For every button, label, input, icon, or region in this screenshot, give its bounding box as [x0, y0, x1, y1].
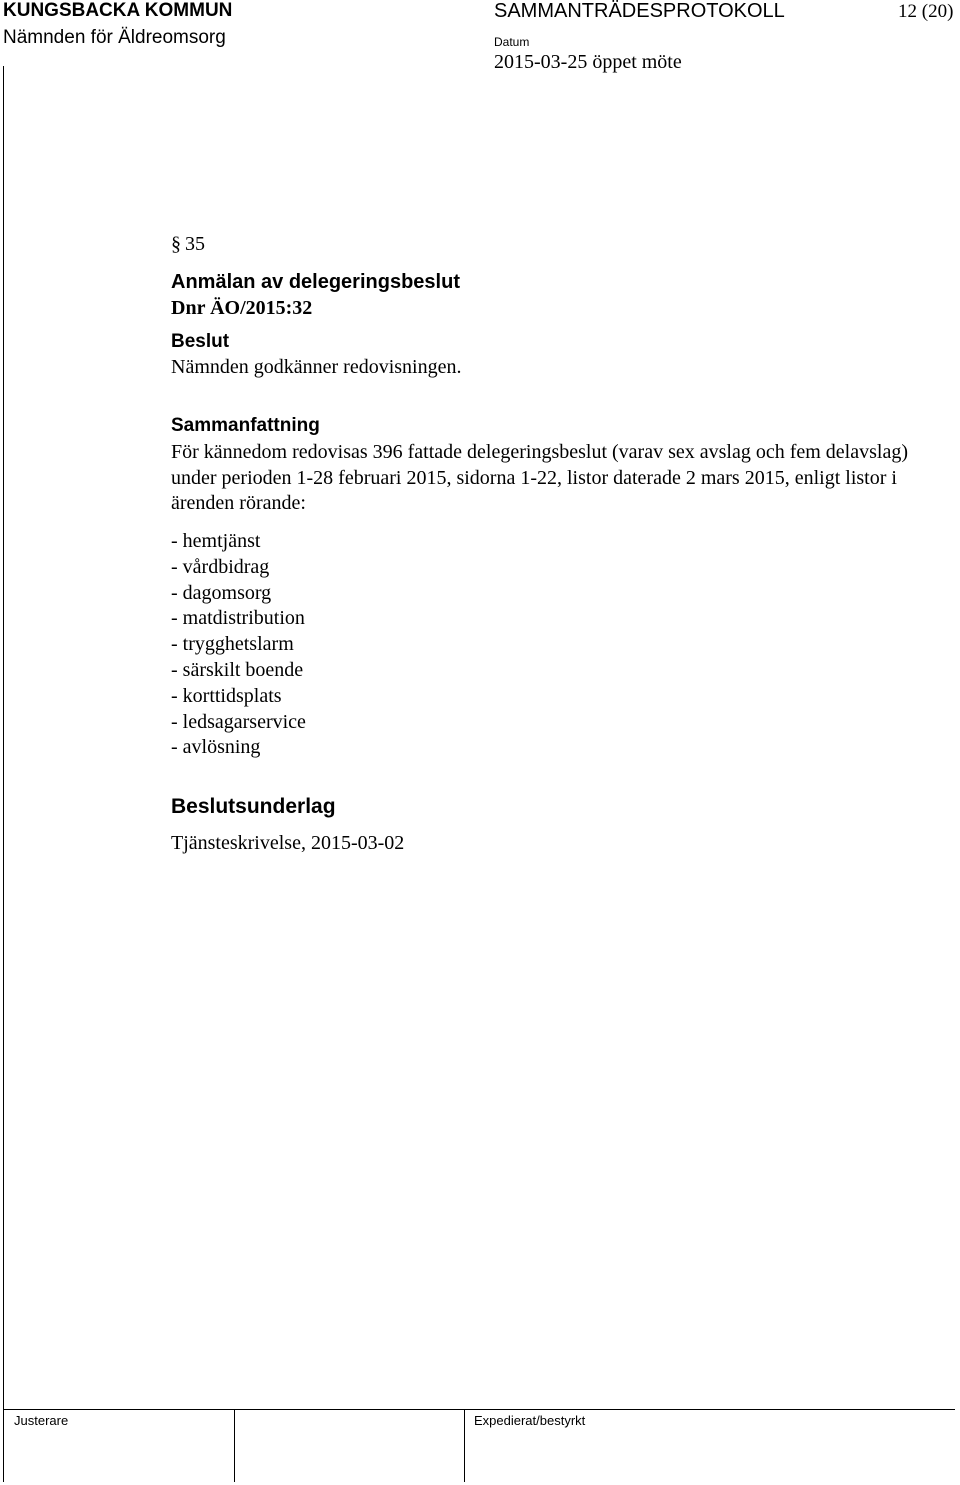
signature-footer [3, 1409, 955, 1482]
left-margin-rule [3, 66, 4, 1481]
footer-divider [234, 1410, 235, 1482]
list-item: - avlösning [171, 736, 261, 759]
decision-heading: Beslut [171, 331, 230, 352]
list-item: - hemtjänst [171, 530, 261, 552]
meeting-date: 2015-03-25 öppet möte [494, 51, 682, 73]
decision-areas-list [171, 529, 306, 761]
list-item: - särskilt boende [171, 658, 304, 681]
decision-text: Nämnden godkänner redovisningen. [171, 356, 462, 378]
list-item: - vårdbidrag [171, 555, 270, 578]
paragraph-number [171, 233, 205, 256]
basis-heading: Beslutsunderlag [171, 795, 336, 818]
item-title: Anmälan av delegeringsbeslut [171, 271, 460, 293]
list-item: - trygghetslarm [171, 633, 294, 656]
summary-heading: Sammanfattning [171, 415, 320, 436]
footer-divider [464, 1410, 465, 1482]
summary-text: För kännedom redovisas 396 fattade delegeringsbeslut (varav sex avslag och fem delavslag) under perioden 1-28 februari 2015, sidorna 1-22, listor daterade 2 mars 2015, enligt listor i ärenden rörande: [171, 441, 908, 514]
document-type: SAMMANTRÄDESPROTOKOLL [494, 0, 785, 22]
list-item: - ledsagarservice [171, 710, 306, 733]
adjusters-label: Justerare [14, 1413, 69, 1428]
page-number: 12 (20) [898, 1, 954, 22]
paragraph-sign: § [171, 233, 181, 255]
date-label: Datum [494, 35, 530, 49]
case-number: Dnr ÄO/2015:32 [171, 297, 313, 319]
committee-name: Nämnden för Äldreomsorg [3, 27, 226, 48]
list-item: - dagomsorg [171, 581, 272, 604]
dispatched-label: Expedierat/bestyrkt [474, 1413, 586, 1428]
basis-text: Tjänsteskrivelse, 2015-03-02 [171, 832, 405, 854]
list-item: - matdistribution [171, 607, 305, 630]
organization-name: KUNGSBACKA KOMMUN [3, 0, 233, 21]
paragraph-number-value: 35 [185, 233, 205, 255]
list-item: - korttidsplats [171, 684, 282, 707]
footer-divider [3, 1410, 4, 1482]
